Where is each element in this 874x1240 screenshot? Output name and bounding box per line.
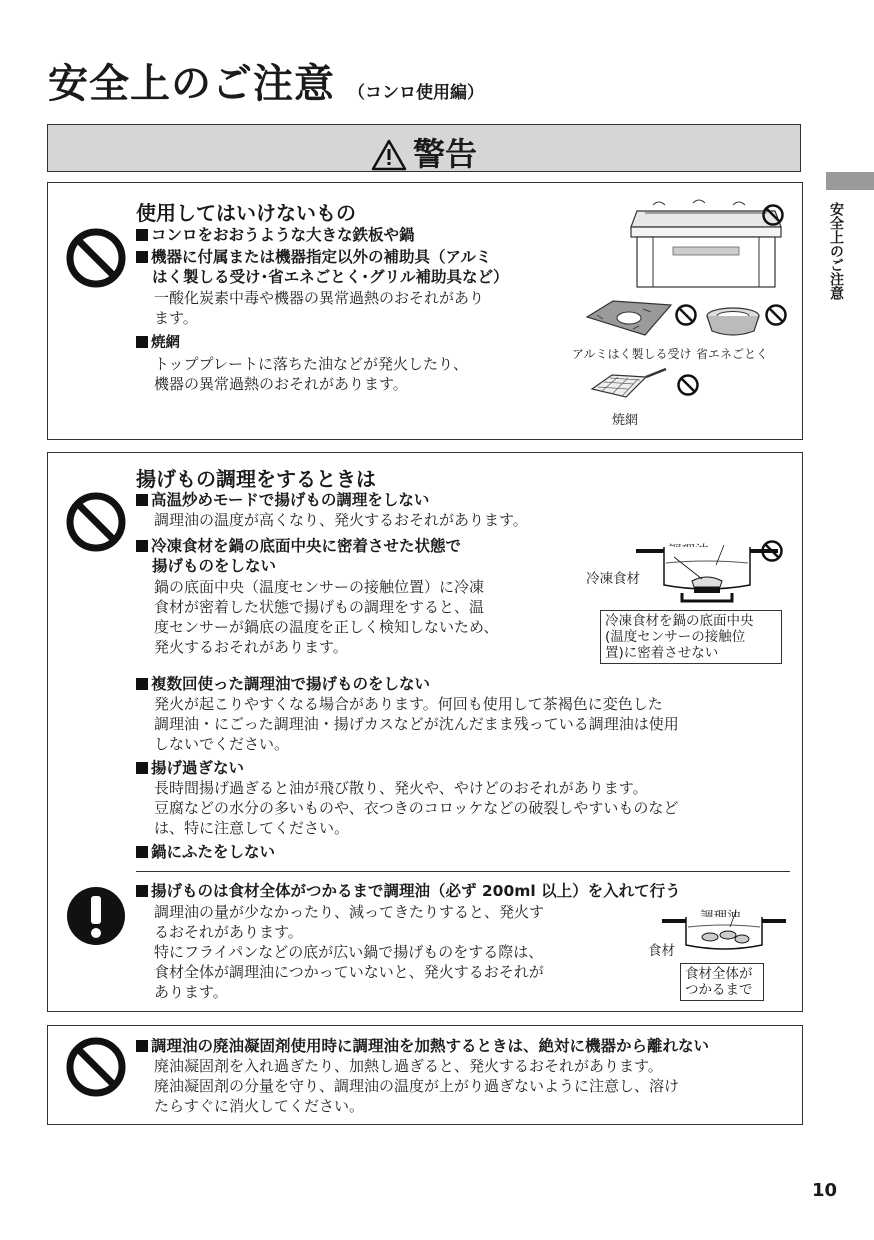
body-text: ます。 xyxy=(154,309,198,327)
body-text: は、特に注意してください。 xyxy=(154,819,350,837)
prohibited-icon xyxy=(65,491,127,553)
bullet-item: 鍋にふたをしない xyxy=(136,842,275,863)
callout-line: (温度センサーの接触位 xyxy=(605,629,746,645)
prohibited-small-icon xyxy=(761,203,785,227)
bullet-item-cont: はく製しる受け･省エネごとく･グリル補助具など） xyxy=(152,268,509,286)
page-title: 安全上のご注意 xyxy=(48,61,335,107)
bullet-item: 複数回使った調理油で揚げものをしない xyxy=(136,674,430,695)
figure-label-food: 食材 xyxy=(648,943,675,959)
body-text: あります。 xyxy=(154,983,228,1001)
callout-line: つかるまで xyxy=(685,982,753,998)
label-foil-tray: アルミはく製しる受け xyxy=(572,347,692,361)
section-deep-frying xyxy=(47,452,803,1012)
body-text: 調理油の温度が高くなり、発火するおそれがあります。 xyxy=(154,511,528,529)
page-number: 10 xyxy=(812,1180,838,1201)
body-text: 鍋の底面中央（温度センサーの接触位置）に冷凍 xyxy=(154,578,485,596)
body-text: 発火が起こりやすくなる場合があります。何回も使用して茶褐色に変色した xyxy=(154,695,663,713)
mandatory-exclamation-icon xyxy=(65,885,127,947)
bullet-item: 揚げものは食材全体がつかるまで調理油（必ず 200ml 以上）を入れて行う xyxy=(136,881,681,902)
section-prohibited-items xyxy=(47,182,803,440)
section-divider xyxy=(136,871,790,872)
section-oil-solidifier xyxy=(47,1025,803,1125)
bullet-item: 冷凍食材を鍋の底面中央に密着させた状態で xyxy=(136,536,461,557)
body-text: 機器の異常過熱のおそれがあります。 xyxy=(154,375,408,393)
section-heading: 使用してはいけないもの xyxy=(136,201,356,225)
page-subtitle: （コンロ使用編） xyxy=(348,83,484,103)
prohibited-small-icon xyxy=(676,373,700,397)
body-text: 調理油・にごった調理油・揚げカスなどが沈んだまま残っている調理油は使用 xyxy=(154,715,679,733)
body-text: 食材全体が調理油につかっていないと、発火するおそれが xyxy=(154,963,544,981)
section-heading: 揚げもの調理をするときは xyxy=(136,467,376,491)
body-text: 廃油凝固剤の分量を守り、調理油の温度が上がり過ぎないように注意し、溶け xyxy=(154,1077,680,1095)
bullet-item: 焼網 xyxy=(136,333,180,354)
warning-label: 警告 xyxy=(412,135,477,173)
pot-food-immersed-illustration xyxy=(660,909,788,955)
prohibited-icon xyxy=(65,227,127,289)
food-immersed-callout xyxy=(680,963,764,1001)
body-text: 発火するおそれがあります。 xyxy=(154,638,348,656)
body-text: 食材が密着した状態で揚げもの調理をすると、温 xyxy=(154,598,485,616)
callout-line: 食材全体が xyxy=(685,966,753,982)
prohibited-small-icon xyxy=(674,303,698,327)
side-tab-marker xyxy=(826,172,874,190)
label-grill-net: 焼網 xyxy=(612,413,639,428)
bullet-item: 機器に付属または機器指定以外の補助具（アルミ xyxy=(136,247,491,268)
warning-triangle-icon xyxy=(371,139,407,171)
bullet-item: 揚げ過ぎない xyxy=(136,758,244,779)
callout-line: 置)に密着させない xyxy=(605,645,719,661)
side-tab-label: 安全上のご注意 xyxy=(828,202,844,300)
body-text: たらすぐに消火してください。 xyxy=(154,1097,365,1115)
bullet-item-cont: 揚げものをしない xyxy=(152,557,277,575)
body-text: 豆腐などの水分の多いものや、衣つきのコロッケなどの破裂しやすいものなど xyxy=(154,799,679,817)
bullet-item: 調理油の廃油凝固剤使用時に調理油を加熱するときは、絶対に機器から離れない xyxy=(136,1036,709,1057)
bullet-item: 高温炒めモードで揚げもの調理をしない xyxy=(136,490,429,511)
bullet-item: コンロをおおうような大きな鉄板や鍋 xyxy=(136,225,415,246)
eco-trivet-illustration xyxy=(704,305,762,339)
body-text: 調理油の量が少なかったり、減ってきたりすると、発火す xyxy=(154,903,545,921)
body-text: トッププレートに落ちた油などが発火したり、 xyxy=(154,355,468,373)
label-eco-trivet: 省エネごとく xyxy=(696,347,769,361)
figure-label-frozen-food: 冷凍食材 xyxy=(586,571,640,587)
body-text: 一酸化炭素中毒や機器の異常過熱のおそれがあり xyxy=(154,289,485,307)
prohibited-icon xyxy=(65,1036,127,1098)
body-text: 廃油凝固剤を入れ過ぎたり、加熱し過ぎると、発火するおそれがあります。 xyxy=(154,1057,663,1075)
callout-line: 冷凍食材を鍋の底面中央 xyxy=(605,613,754,629)
foil-tray-illustration xyxy=(583,295,675,341)
prohibited-small-icon xyxy=(760,539,784,563)
frozen-food-callout xyxy=(600,610,782,664)
warning-banner xyxy=(47,124,801,172)
body-text: るおそれがあります。 xyxy=(154,923,303,941)
body-text: 特にフライパンなどの底が広い鍋で揚げものをする際は、 xyxy=(154,943,544,961)
body-text: しないでください。 xyxy=(154,735,290,753)
body-text: 度センサーが鍋底の温度を正しく検知しないため、 xyxy=(154,618,499,636)
prohibited-small-icon xyxy=(764,303,788,327)
body-text: 長時間揚げ過ぎると油が飛び散り、発火や、やけどのおそれがあります。 xyxy=(154,779,648,797)
grill-net-illustration xyxy=(588,367,670,401)
